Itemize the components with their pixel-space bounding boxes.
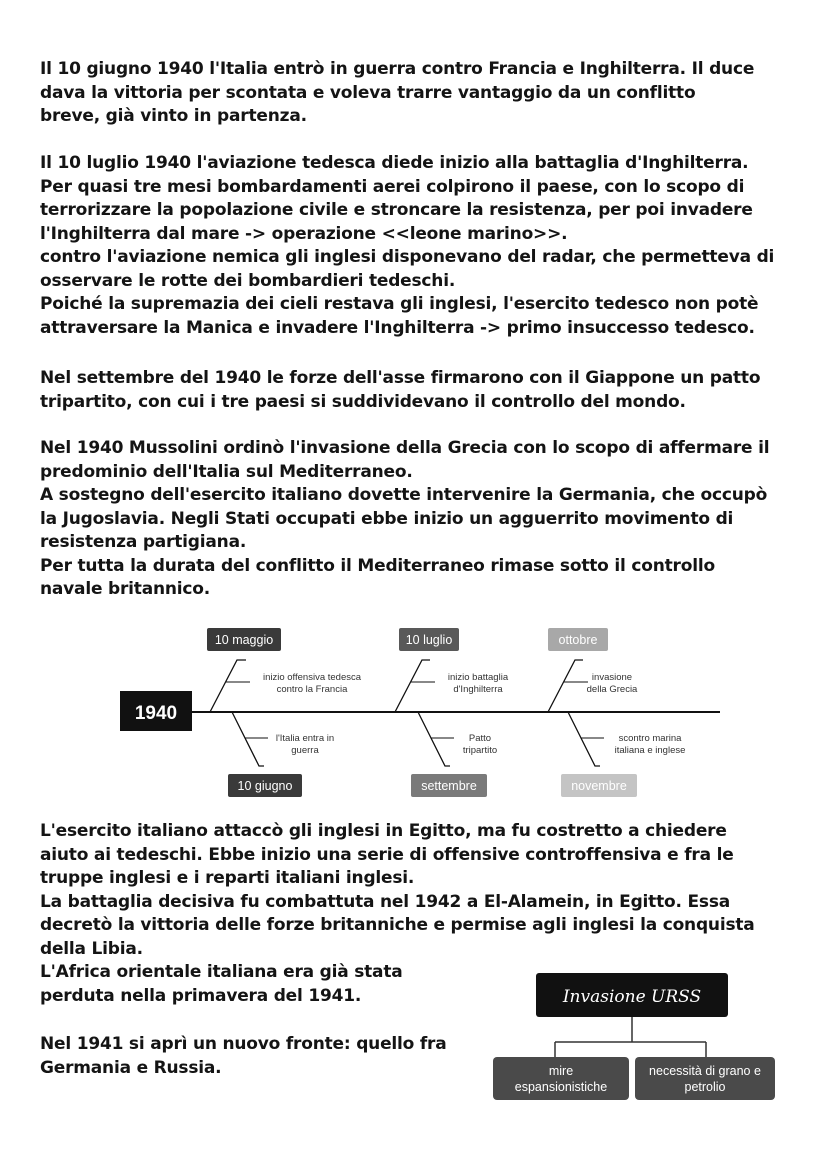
timeline-date: 10 maggio	[214, 633, 274, 647]
timeline-event-bottom	[411, 712, 497, 797]
text-line: aiuto ai tedeschi. Ebbe inizio una serie di offensive controffensiva e fra le	[40, 844, 734, 865]
timeline-date: settembre	[421, 779, 477, 793]
text-line: La battaglia decisiva fu combattuta nel 1942 a El-Alamein, in Egitto. Essa	[40, 891, 731, 912]
text-line: predominio dell'Italia sul Mediterraneo.	[40, 461, 413, 482]
timeline-desc: inizio battaglia	[447, 672, 509, 683]
timeline-event-top	[207, 628, 362, 712]
text-line: Nel 1940 Mussolini ordinò l'invasione della Grecia con lo scopo di affermare il	[40, 438, 770, 458]
text-line: tripartito, con cui i tre paesi si suddividevano il controllo del mondo.	[40, 391, 686, 412]
timeline-desc: italiana e inglese	[614, 745, 686, 756]
timeline-desc: Patto	[468, 733, 492, 744]
text-line: breve, già vinto in partenza.	[40, 106, 307, 126]
timeline-desc: guerra	[291, 745, 319, 756]
timeline-event-bottom	[561, 712, 685, 797]
mindmap-child-label: espansionistiche	[514, 1080, 608, 1094]
timeline-event-top	[548, 628, 638, 712]
timeline-branch	[418, 712, 450, 766]
timeline-date: 10 luglio	[405, 633, 453, 647]
text-line: perduta nella primavera del 1941.	[40, 985, 362, 1006]
timeline-desc: inizio offensiva tedesca	[262, 672, 362, 683]
timeline-desc: tripartito	[462, 745, 498, 756]
paragraph-greece-invasion	[40, 437, 810, 602]
timeline-desc: invasione	[591, 672, 633, 683]
timeline-desc: della Grecia	[586, 684, 638, 695]
paragraph-battle-of-britain	[40, 152, 810, 340]
timeline-year: 1940	[134, 703, 178, 724]
text-line: la Jugoslavia. Negli Stati occupati ebbe inizio un agguerrito movimento di	[40, 508, 734, 529]
timeline-desc: d'Inghilterra	[453, 684, 503, 695]
mindmap-child-label: petrolio	[684, 1080, 726, 1094]
timeline-date: 10 giugno	[237, 779, 293, 793]
mindmap-child-label: necessità di grano e	[649, 1064, 761, 1078]
text-line: A sostegno dell'esercito italiano dovette intervenire la Germania, che occupò	[40, 485, 768, 505]
text-line: decretò la vittoria delle forze britanniche e permise agli inglesi la conquista	[40, 915, 755, 935]
timeline-date: ottobre	[558, 633, 598, 647]
text-line: dava la vittoria per scontata e voleva trarre vantaggio da un conflitto	[40, 82, 696, 103]
text-line: Poiché la supremazia dei cieli restava gli inglesi, l'esercito tedesco non potè	[40, 294, 759, 314]
timeline-branch	[232, 712, 264, 766]
text-line: Il 10 giugno 1940 l'Italia entrò in guerra contro Francia e Inghilterra. Il duce	[40, 59, 755, 79]
text-line: Il 10 luglio 1940 l'aviazione tedesca diede inizio alla battaglia d'Inghilterra.	[40, 153, 749, 173]
text-line: Nel 1941 si aprì un nuovo fronte: quello fra	[40, 1034, 447, 1054]
text-line: L'Africa orientale italiana era già stata	[40, 962, 403, 982]
text-line: L'esercito italiano attaccò gli inglesi in Egitto, ma fu costretto a chiedere	[40, 821, 727, 841]
mindmap-child	[635, 1057, 775, 1100]
text-line: resistenza partigiana.	[40, 532, 247, 552]
text-line: navale britannico.	[40, 579, 211, 599]
timeline-date: novembre	[571, 779, 627, 793]
mindmap-urss	[480, 965, 820, 1110]
paragraph-egypt-campaign	[40, 820, 810, 961]
timeline-branch	[210, 660, 246, 712]
timeline-branch	[548, 660, 583, 712]
timeline-1940	[0, 620, 828, 810]
timeline-branch	[568, 712, 600, 766]
text-line: attraversare la Manica e invadere l'Inghilterra -> primo insuccesso tedesco.	[40, 317, 755, 338]
text-line: osservare le rotte dei bombardieri tedeschi.	[40, 270, 456, 291]
timeline-event-bottom	[228, 712, 334, 797]
text-line: Germania e Russia.	[40, 1057, 222, 1078]
text-line: l'Inghilterra dal mare -> operazione <<leone marino>>.	[40, 223, 568, 244]
text-line: Per quasi tre mesi bombardamenti aerei colpirono il paese, con lo scopo di	[40, 176, 745, 197]
text-line: Per tutta la durata del conflitto il Mediterraneo rimase sotto il controllo	[40, 555, 715, 576]
timeline-desc: scontro marina	[618, 733, 682, 744]
mindmap-child	[493, 1057, 629, 1100]
timeline-branch	[395, 660, 430, 712]
timeline-desc: contro la Francia	[276, 684, 348, 695]
paragraph-italy-enters-war	[40, 58, 810, 129]
mindmap-title: Invasione URSS	[562, 987, 702, 1007]
text-line: terrorizzare la popolazione civile e stroncare la resistenza, per poi invadere	[40, 200, 753, 220]
text-line: truppe inglesi e i reparti italiani inglesi.	[40, 868, 415, 888]
timeline-event-top	[395, 628, 509, 712]
timeline-desc: l'Italia entra in	[275, 733, 335, 744]
text-line: contro l'aviazione nemica gli inglesi disponevano del radar, che permetteva di	[40, 247, 775, 267]
paragraph-east-africa	[40, 961, 480, 1008]
text-line: della Libia.	[40, 938, 143, 959]
paragraph-tripartite-pact	[40, 367, 810, 414]
text-line: Nel settembre del 1940 le forze dell'asse firmarono con il Giappone un patto	[40, 368, 761, 388]
mindmap-child-label: mire	[548, 1064, 574, 1078]
paragraph-new-front	[40, 1033, 480, 1080]
